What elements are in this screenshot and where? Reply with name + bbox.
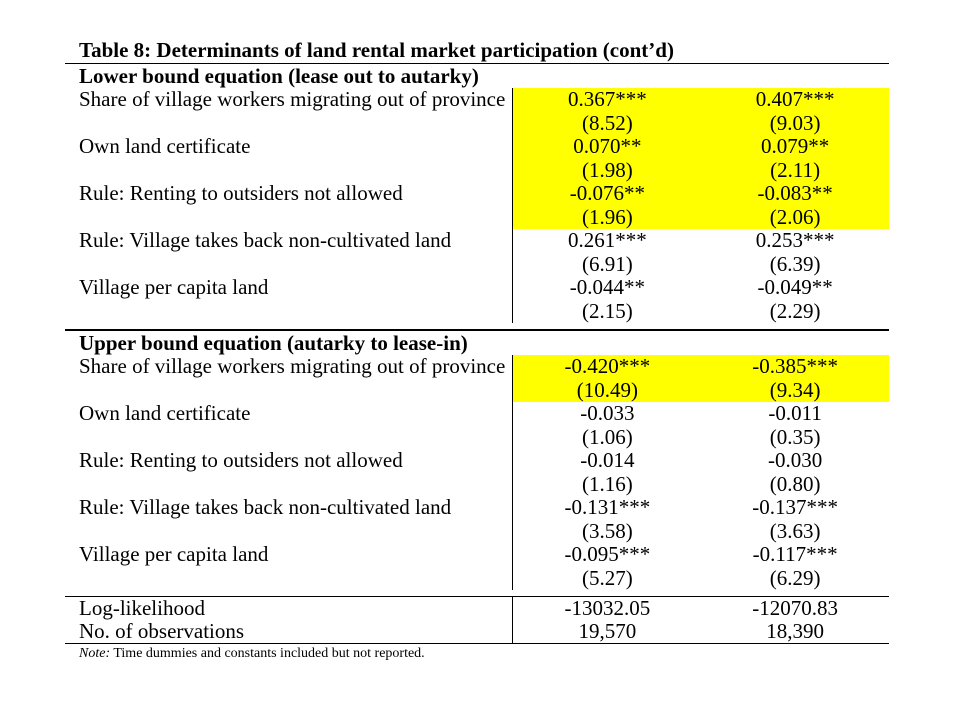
- coefficient-row: [65, 355, 889, 379]
- coefficient-row: [65, 543, 889, 567]
- tstat-col-2: (9.03): [701, 112, 889, 136]
- tstat-col-1: (5.27): [512, 567, 701, 591]
- note-prefix: Note:: [79, 646, 111, 661]
- table-section: [65, 329, 889, 590]
- empty-label: [65, 473, 512, 497]
- regression-table: [65, 37, 889, 664]
- coef-col-2: -0.083**: [701, 182, 889, 206]
- summary-col-1: 19,570: [512, 620, 701, 643]
- coef-col-2: -0.011: [768, 401, 822, 425]
- table-title: Table 8: Determinants of land rental market participation (cont’d): [65, 37, 889, 64]
- coefficient-row: [65, 229, 889, 253]
- tstat-col-2: (2.06): [701, 206, 889, 230]
- tstat-row: [65, 253, 889, 277]
- section-header: Lower bound equation (lease out to autarky): [79, 64, 479, 88]
- empty-label: [65, 520, 512, 544]
- tstat-col-2: (6.39): [769, 251, 821, 276]
- tstat-col-1: (6.91): [512, 253, 701, 277]
- coefficient-row: [65, 402, 889, 426]
- summary-row: [65, 597, 889, 620]
- summary-col-2: 18,390: [766, 619, 824, 643]
- tstat-row: [65, 206, 889, 230]
- tstat-row: [65, 379, 889, 403]
- tstat-col-1: (2.15): [512, 300, 701, 324]
- coef-col-1: 0.261***: [512, 229, 701, 253]
- empty-label: [65, 112, 512, 136]
- coef-col-1: -0.131***: [512, 496, 701, 520]
- coef-col-2: 0.407***: [701, 88, 889, 112]
- empty-label: [65, 300, 512, 324]
- coef-col-2: -0.385***: [701, 355, 889, 379]
- tstat-col-1: (3.58): [512, 520, 701, 544]
- tstat-col-2: (0.80): [769, 471, 821, 496]
- coef-col-1: -0.033: [512, 402, 701, 426]
- tstat-col-2: (9.34): [701, 379, 889, 403]
- tstat-col-1: (1.06): [512, 426, 701, 450]
- variable-label: Rule: Renting to outsiders not allowed: [79, 181, 403, 205]
- coef-col-1: -0.420***: [512, 355, 701, 379]
- tstat-row: [65, 159, 889, 183]
- tstat-col-2: (3.63): [769, 518, 821, 543]
- tstat-col-2: (2.11): [701, 159, 889, 183]
- summary-label: No. of observations: [79, 619, 245, 643]
- coef-col-1: -0.076**: [512, 182, 701, 206]
- coefficient-row: [65, 88, 889, 112]
- coef-col-1: 0.070**: [512, 135, 701, 159]
- summary-block: [65, 596, 889, 643]
- tstat-row: [65, 426, 889, 450]
- tstat-row: [65, 520, 889, 544]
- empty-label: [65, 159, 512, 183]
- coef-col-1: -0.044**: [512, 276, 701, 300]
- variable-label: Share of village workers migrating out of province: [79, 87, 506, 111]
- tstat-row: [65, 112, 889, 136]
- tstat-col-2: (6.29): [769, 565, 821, 590]
- coefficient-row: [65, 182, 889, 206]
- variable-label: Share of village workers migrating out of province: [79, 354, 506, 378]
- coef-col-1: -0.014: [512, 449, 701, 473]
- empty-label: [65, 379, 512, 403]
- coef-col-1: 0.367***: [512, 88, 701, 112]
- coef-col-2: 0.079**: [701, 135, 889, 159]
- summary-row: [65, 620, 889, 643]
- tstat-row: [65, 300, 889, 324]
- table-section: [65, 64, 889, 323]
- summary-col-1: -13032.05: [512, 597, 701, 620]
- tstat-col-2: (2.29): [769, 298, 821, 323]
- tstat-col-1: (8.52): [512, 112, 701, 136]
- coef-col-2: -0.137***: [752, 495, 838, 519]
- coef-col-2: -0.030: [767, 448, 823, 472]
- coefficient-row: [65, 135, 889, 159]
- tstat-col-1: (1.96): [512, 206, 701, 230]
- table-body: [65, 64, 889, 590]
- variable-label: Own land certificate: [79, 401, 251, 425]
- note-text: Time dummies and constants included but not reported.: [110, 646, 425, 661]
- tstat-col-2: (0.35): [769, 424, 821, 449]
- summary-label: Log-likelihood: [79, 596, 205, 620]
- empty-label: [65, 426, 512, 450]
- variable-label: Rule: Renting to outsiders not allowed: [79, 448, 403, 472]
- tstat-col-1: (1.16): [512, 473, 701, 497]
- tstat-row: [65, 473, 889, 497]
- coefficient-row: [65, 449, 889, 473]
- variable-label: Own land certificate: [79, 134, 251, 158]
- tstat-row: [65, 567, 889, 591]
- section-header: Upper bound equation (autarky to lease-in): [79, 331, 468, 355]
- summary-col-2: -12070.83: [752, 596, 838, 620]
- coefficient-row: [65, 276, 889, 300]
- coef-col-2: -0.049**: [757, 275, 833, 299]
- coef-col-2: 0.253***: [755, 228, 835, 252]
- empty-label: [65, 567, 512, 591]
- empty-label: [65, 253, 512, 277]
- table-note: [65, 643, 889, 664]
- coef-col-2: -0.117***: [752, 542, 838, 566]
- variable-label: Village per capita land: [79, 275, 269, 299]
- variable-label: Village per capita land: [79, 542, 269, 566]
- variable-label: Rule: Village takes back non-cultivated land: [79, 495, 452, 519]
- tstat-col-1: (1.98): [512, 159, 701, 183]
- tstat-col-1: (10.49): [512, 379, 701, 403]
- coef-col-1: -0.095***: [512, 543, 701, 567]
- coefficient-row: [65, 496, 889, 520]
- empty-label: [65, 206, 512, 230]
- variable-label: Rule: Village takes back non-cultivated land: [79, 228, 452, 252]
